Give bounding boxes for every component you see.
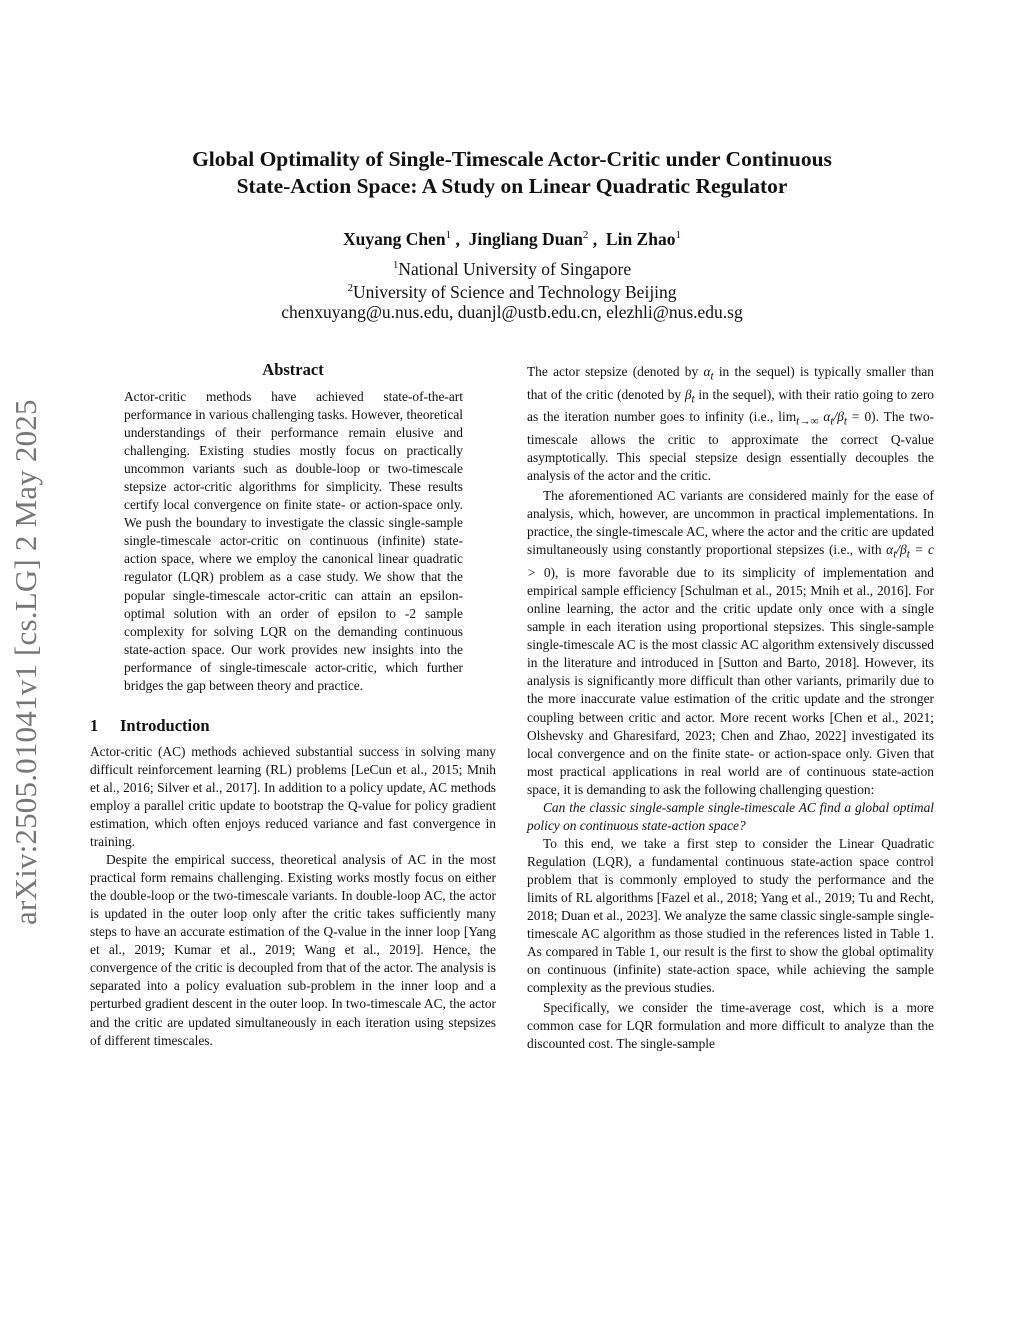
title-line-2: State-Action Space: A Study on Linear Quadratic Regulator bbox=[236, 174, 788, 198]
author-affil-mark: 1 bbox=[675, 229, 681, 241]
affil-mark: 2 bbox=[347, 282, 353, 294]
right-paragraph-2: The aforementioned AC variants are considered mainly for the ease of analysis, which, however, are uncommon in practical implementations. In practice, the single-timescale AC, where the actor and the critic are updated simultaneously using constantly proportional stepsizes (i.e., with $\alpha_t/\beta_t = c > 0$), is more favorable due to its simplicity of implementation and empirical sample efficiency [Schulman et al., 2015; Mnih et al., 2016]. For online learning, the actor and the critic update only once with a single sample in each iteration using proportional stepsizes. This single-sample single-timescale AC is the most classic AC algorithm extensively discussed in the literature and introduced in [Sutton and Barto, 2018]. However, its analysis is significantly more difficult than other variants, primarily due to the more inaccurate value estimation of the critic update and the stronger coupling between critic and actor. More recent works [Chen et al., 2021; Olshevsky and Gharesifard, 2023; Chen and Zhao, 2022] investigated its local convergence and on the finite state- or action-space only. Given that most practical applications in real world are of continuous state-action space, it is demanding to ask the following challenging question: bbox=[527, 488, 934, 797]
affiliation-1 bbox=[0, 254, 1024, 280]
right-paragraph-1: The actor stepsize (denoted by $\alpha_t$ in the sequel) is typically smaller than that of the critic (denoted by $\beta_t$ in the sequel), with their ratio going to zero as the iteration number goes to infinity (i.e., $\lim_{t\to\infty} \alpha_t/\beta_t = 0$). The two-timescale allows the critic to approximate the correct Q-value asymptotically. This special stepsize design essentially decouples the analysis of the actor and the critic. bbox=[527, 364, 934, 484]
author-name: Lin Zhao bbox=[605, 228, 676, 249]
affil-name: University of Science and Technology Beijing bbox=[352, 281, 677, 302]
research-question: Can the classic single-sample single-timescale AC find a global optimal policy on continuous state-action space? bbox=[527, 799, 934, 833]
author-emails: chenxuyang@u.nus.edu, duanjl@ustb.edu.cn, elezhli@nus.edu.sg bbox=[281, 302, 743, 322]
affiliation-2 bbox=[0, 277, 1024, 303]
left-column bbox=[90, 358, 496, 1050]
affil-mark: 1 bbox=[392, 259, 399, 271]
author-affil-mark: 2 bbox=[582, 229, 589, 241]
section-title: Introduction bbox=[120, 715, 210, 735]
right-column bbox=[527, 363, 934, 1053]
section-heading-introduction bbox=[90, 715, 496, 737]
affil-name: National University of Singapore bbox=[398, 258, 632, 279]
arxiv-identifier-stamp: arXiv:2505.01041v1 [cs.LG] 2 May 2025 bbox=[8, 399, 43, 925]
right-paragraph-4: Specifically, we consider the time-average cost, which is a more common case for LQR formulation and more difficult to analyze than the discounted cost. The single-sample bbox=[527, 1000, 934, 1052]
right-paragraph-3: To this end, we take a first step to consider the Linear Quadratic Regulation (LQR), a fundamental continuous state-action space control problem that is commonly employed to study the performance and the limits of RL algorithms [Fazel et al., 2018; Yang et al., 2019; Tu and Recht, 2018; Duan et al., 2023]. We analyze the same classic single-sample single-timescale AC algorithm as those studied in the references listed in Table 1. As compared in Table 1, our result is the first to show the global optimality on continuous (infinite) state-action space, while achieving the sample complexity as the previous studies. bbox=[527, 835, 934, 996]
author-name: Jingliang Duan bbox=[468, 228, 583, 249]
intro-paragraph-1: Actor-critic (AC) methods achieved substantial success in solving many difficult reinforcement learning (RL) problems [LeCun et al., 2015; Mnih et al., 2016; Silver et al., 2017]. In addition to a policy update, AC methods employ a parallel critic update to bootstrap the Q-value for policy gradient estimation, which often enjoys reduced variance and fast convergence in training. bbox=[90, 743, 496, 850]
section-number: 1 bbox=[90, 715, 99, 735]
abstract-heading: Abstract bbox=[262, 360, 324, 379]
paper-title bbox=[0, 146, 1024, 200]
title-line-1: Global Optimality of Single-Timescale Actor-Critic under Continuous bbox=[192, 147, 832, 171]
author-list: Xuyang Chen$^1$ , Jingliang Duan$^2$ , Lin Zhao$^1$ bbox=[343, 228, 681, 249]
author-name: Xuyang Chen bbox=[343, 228, 446, 249]
intro-paragraph-2: Despite the empirical success, theoretical analysis of AC in the most practical form remains challenging. Existing works mostly focus on either the double-loop or the two-timescale variants. In double-loop AC, the actor is updated in the outer loop only after the critic takes sufficiently many steps to have an accurate estimation of the Q-value in the inner loop [Yang et al., 2019; Kumar et al., 2019; Wang et al., 2019]. Hence, the convergence of the critic is decoupled from that of the actor. The analysis is separated into a policy evaluation sub-problem in the inner loop and a perturbed gradient descent in the outer loop. In two-timescale AC, the actor and the critic are updated simultaneously in each iteration using stepsizes of different timescales. bbox=[90, 852, 496, 1048]
author-affil-mark: 1 bbox=[445, 229, 452, 241]
abstract-text: Actor-critic methods have achieved state-of-the-art performance in various challenging tasks. However, theoretical understandings of their performance remain elusive and challenging. Existing studies mostly focus on practically uncommon variants such as double-loop or two-timescale stepsize actor-critic algorithms for simplicity. These results certify local convergence on finite state- or action-space only. We push the boundary to investigate the classic single-sample single-timescale actor-critic on continuous (infinite) state-action space, where we employ the canonical linear quadratic regulator (LQR) problem as a case study. We show that the popular single-timescale actor-critic can attain an epsilon-optimal solution with an order of epsilon to -2 sample complexity for solving LQR on the demanding continuous state-action space. Our work provides new insights into the performance of single-timescale actor-critic, which further bridges the gap between theory and practice. bbox=[124, 389, 463, 693]
